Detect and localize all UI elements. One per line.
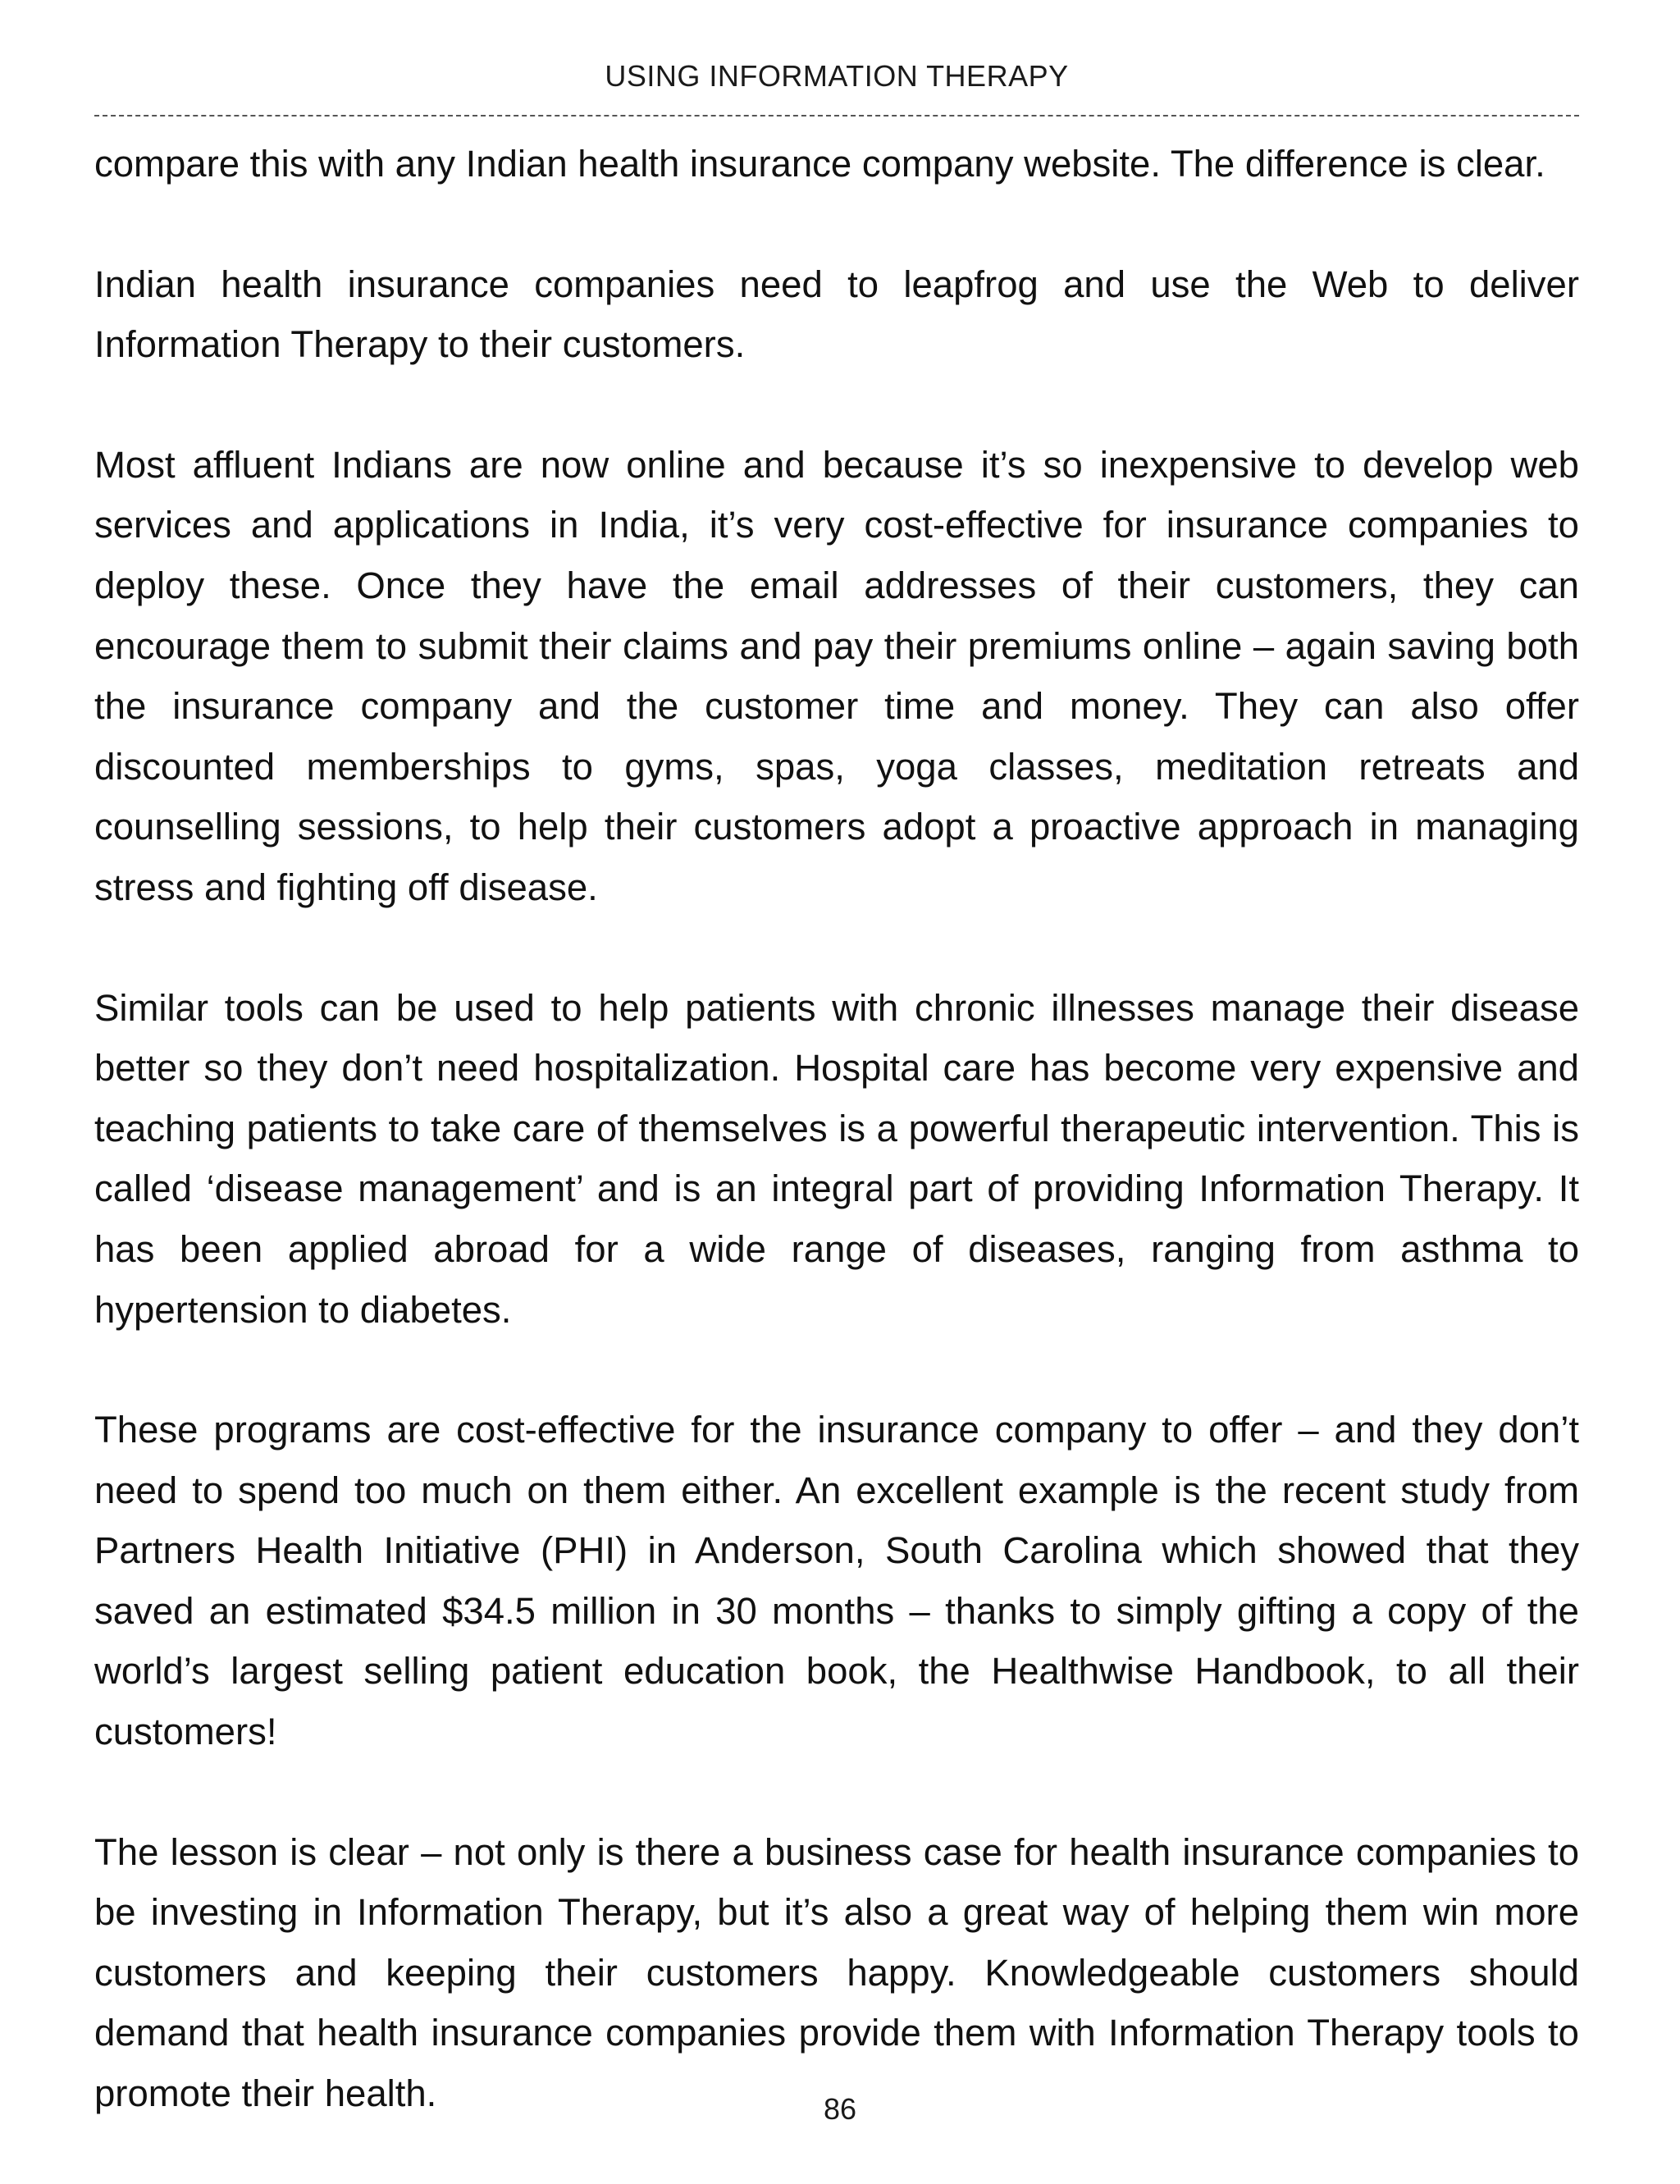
- header-divider: [94, 115, 1579, 117]
- paragraph-1: compare this with any Indian health insurance company website. The difference is clear.: [94, 143, 1545, 185]
- paragraph-5: These programs are cost-effective for the insurance company to offer – and they don’t need to spend too much on them either. An excellent example is the recent study from Partners Health Initiative (PHI) in Anderson, South Carolina which showed that they saved an estimated $34.5 million in 30 months – thanks to simply gifting a copy of the world’s largest selling patient education book, the Healthwise Handbook, to all their customers!: [94, 1409, 1579, 1753]
- paragraph-4: Similar tools can be used to help patients with chronic illnesses manage their disease better so they don’t need hospitalization. Hospital care has become very expensive and teaching patients to take care of themselves is a powerful therapeutic intervention. This is called ‘disease management’ and is an integral part of providing Information Therapy. It has been applied abroad for a wide range of diseases, ranging from asthma to hypertension to diabetes.: [94, 986, 1579, 1331]
- running-header: USING INFORMATION THERAPY: [605, 59, 1069, 93]
- paragraph-2: Indian health insurance companies need to leapfrog and use the Web to deliver Information Therapy to their customers.: [94, 263, 1579, 366]
- body-text: [94, 134, 1579, 2184]
- paragraph-6: The lesson is clear – not only is there a business case for health insurance companies to be investing in Information Therapy, but it’s also a great way of helping them win more customers and keeping their customers happy. Knowledgeable customers should demand that health insurance companies provide them with Information Therapy tools to promote their health.: [94, 1830, 1579, 2115]
- page-number: 86: [823, 2092, 857, 2126]
- paragraph-3: Most affluent Indians are now online and because it’s so inexpensive to develop web services and applications in India, it’s very cost-effective for insurance companies to deploy these. Once they have the email addresses of their customers, they can encourage them to submit their claims and pay their premiums online – again saving both the insurance company and the customer time and money. They can also offer discounted memberships to gyms, spas, yoga classes, meditation retreats and counselling sessions, to help their customers adopt a proactive approach in managing stress and fighting off disease.: [94, 443, 1579, 908]
